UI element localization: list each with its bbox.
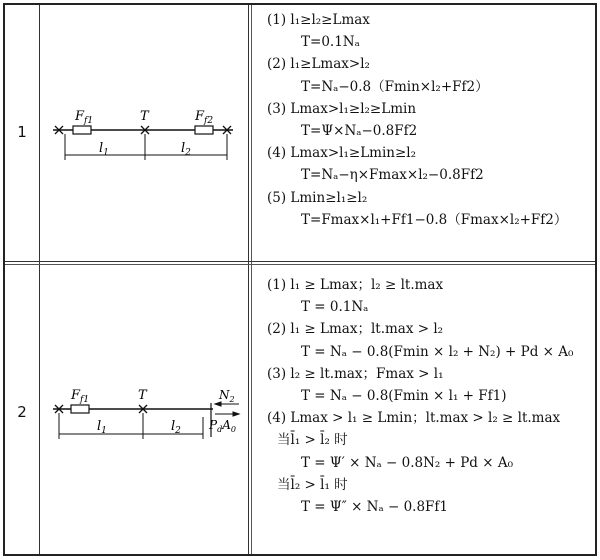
label-ff1: $F_{f1}$ (75, 109, 94, 126)
label-t: T (140, 109, 149, 124)
formula-list-row-1 (267, 9, 567, 231)
formula-line: T=Nₐ−η×Fmax×l₂−0.8Ff2 (301, 167, 484, 184)
formula-line: (2) l₁ ≥ Lmax；lt.max > l₂ (267, 321, 444, 338)
formula-table (3, 3, 597, 556)
formula-line: T=Nₐ−0.8（Fmin×l₂+Ff2） (301, 78, 489, 95)
friction-block-1 (71, 405, 89, 413)
label-l1: $l_1$ (97, 419, 107, 436)
label-n2: $N_2$ (219, 388, 235, 404)
formula-line: (4) Lmax>l₁≥Lmin≥l₂ (267, 145, 417, 162)
formula-line: T = Nₐ − 0.8(Fmin × l₂ + N₂) + Pd × A₀ (301, 343, 574, 360)
column-divider (251, 5, 252, 554)
label-l2: $l_2$ (181, 141, 191, 158)
force-arrow-pd (215, 412, 239, 416)
column-divider (248, 5, 249, 554)
row-number: 1 (17, 123, 27, 141)
friction-block-2 (195, 126, 213, 134)
label-ff2: $F_{f2}$ (195, 109, 214, 126)
formula-line: (5) Lmin≥l₁≥l₂ (267, 189, 368, 206)
formula-line: T = Ψ′ × Nₐ − 0.8N₂ + Pd × A₀ (301, 454, 513, 471)
formula-list-row-2 (267, 274, 573, 518)
label-t: T (138, 388, 147, 403)
formula-line: T = Ψ″ × Nₐ − 0.8Ff1 (301, 498, 449, 515)
column-divider (39, 5, 40, 554)
formula-line: (4) Lmax > l₁ ≥ Lmin；lt.max > l₂ ≥ lt.max (267, 410, 561, 427)
formula-line: T = 0.1Nₐ (301, 299, 369, 316)
formula-line: T=Fmax×l₁+Ff1−0.8（Fmax×l₂+Ff2） (301, 211, 568, 228)
formula-line: (3) l₂ ≥ lt.max；Fmax > l₁ (267, 365, 444, 382)
formula-line: T=Ψ×Nₐ−0.8Ff2 (301, 122, 418, 139)
force-arrow-n2 (215, 402, 239, 406)
formula-line: 当l̄₂ > l̄₁ 时 (277, 476, 348, 493)
row-number: 2 (17, 403, 27, 421)
label-pd-a0: $P_dA_0$ (209, 418, 236, 434)
diagram-row-2 (43, 377, 243, 452)
label-l1: $l_1$ (99, 141, 109, 158)
formula-line: (1) l₁≥l₂≥Lmax (267, 12, 370, 28)
row-divider (5, 264, 595, 265)
formula-line: (1) l₁ ≥ Lmax；l₂ ≥ lt.max (267, 277, 444, 293)
diagram-row-1 (43, 100, 243, 170)
label-l2: $l_2$ (171, 419, 181, 436)
label-ff1: $F_{f1}$ (71, 388, 90, 405)
formula-line: (2) l₁≥Lmax>l₂ (267, 56, 370, 73)
formula-line: T = Nₐ − 0.8(Fmin × l₁ + Ff1) (301, 387, 507, 404)
formula-line: 当l̄₁ > l̄₂ 时 (277, 432, 348, 449)
formula-line: (3) Lmax>l₁≥l₂≥Lmin (267, 100, 417, 117)
row-divider (5, 261, 595, 262)
friction-block-1 (73, 126, 91, 134)
formula-line: T=0.1Nₐ (301, 34, 360, 51)
